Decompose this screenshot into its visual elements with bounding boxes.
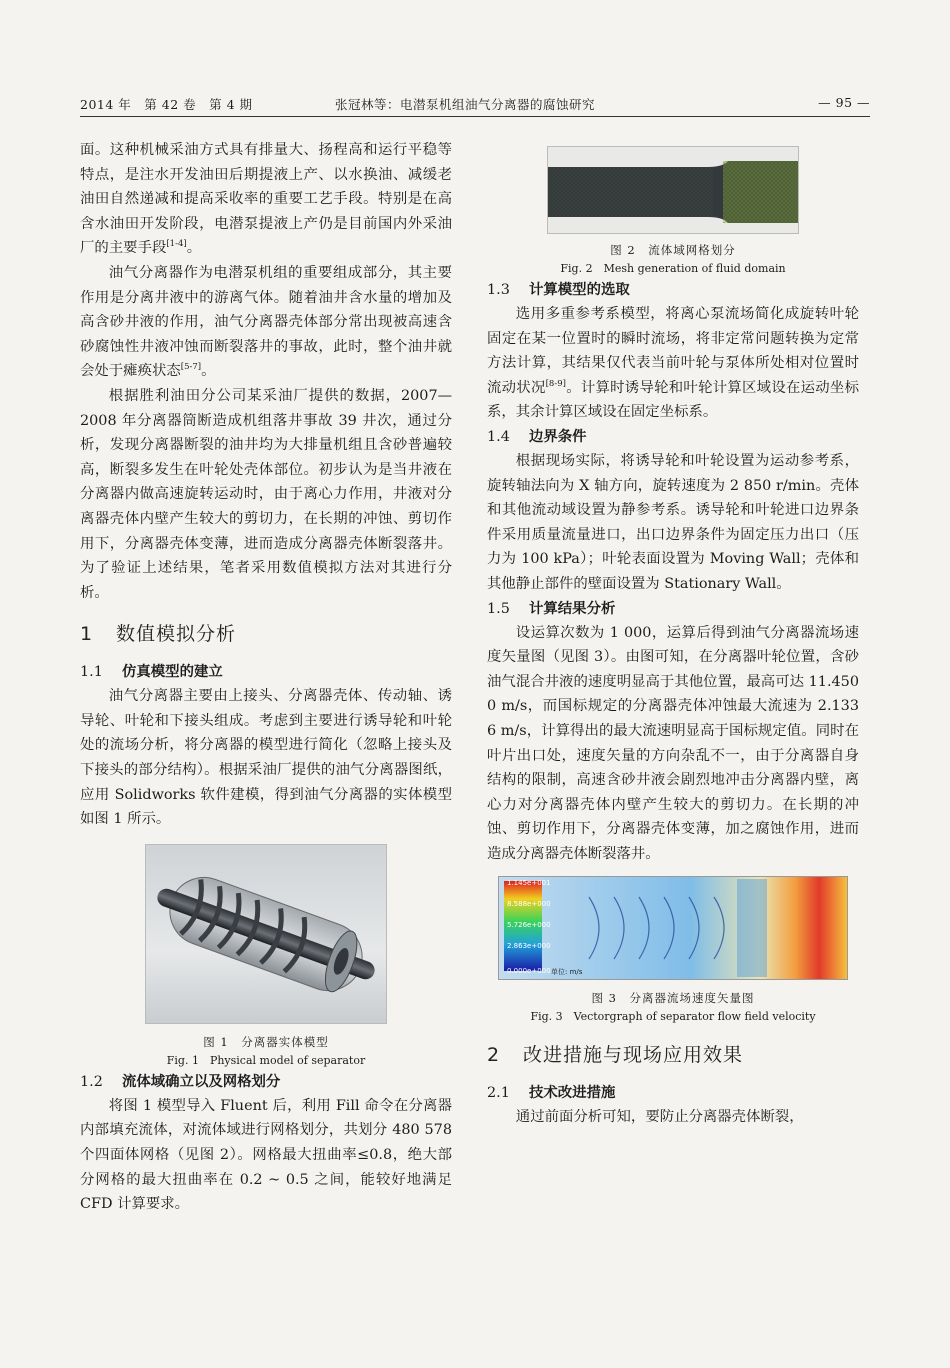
article-running-title: 张冠林等：电潜泵机组油气分离器的腐蚀研究 <box>335 97 596 112</box>
right-column <box>487 138 859 1130</box>
subsection-heading: 1.2 流体域确立以及网格划分 <box>80 1073 281 1090</box>
paragraph: 根据现场实际，将诱导轮和叶轮设置为运动参考系，旋转轴法向为 X 轴方向，旋转速度为 2 850 r/min。壳体和其他流动域设置为静参考系。诱导轮和叶轮进口边界条件采用质量流量进口，出口边界条件为固定压力出口（压力为 100 kPa）；叶轮表面设置为 Moving Wall；壳体和其他静止部件的壁面设置为 Stationary Wall。 <box>487 452 859 592</box>
paragraph: 油气分离器主要由上接头、分离器壳体、传动轴、诱导轮、叶轮和下接头组成。考虑到主要进行诱导轮和叶轮处的流场分析，将分离器的模型进行简化（忽略上接头及下接头的部分结构）。根据采油厂提供的油气分离器图纸，应用 Solidworks 软件建模，得到油气分离器的实体模型如图 1 所示。 <box>80 688 452 828</box>
section-heading: 1 数值模拟分析 <box>80 623 237 646</box>
legend-value: 2.863e+000 <box>507 942 551 951</box>
figure-3-caption-en: Fig. 3 Vectorgraph of separator flow field velocity <box>530 1010 816 1024</box>
figure-1-separator-model <box>145 844 387 1024</box>
paragraph: 通过前面分析可知，要防止分离器壳体断裂， <box>515 1109 804 1126</box>
paragraph: 面。这种机械采油方式具有排量大、扬程高和运行平稳等特点，是注水开发油田后期提液上产、以水换油、减缓老油田自然递减和提高采收率的重要工艺手段。特别是在高含水油田开发阶段，电潜泵提液上产仍是目前国内外采油厂的主要手段[1-4]。 <box>80 142 452 257</box>
journal-issue: 2014 年 第 42 卷 第 4 期 <box>80 97 253 112</box>
subsection-heading: 1.1 仿真模型的建立 <box>80 664 223 681</box>
legend-value: 0.000e+000 <box>507 967 551 976</box>
velocity-field-render <box>499 877 847 979</box>
figure-3-velocity-vectors <box>498 876 848 980</box>
figure-1-caption-en: Fig. 1 Physical model of separator <box>166 1053 366 1067</box>
mesh-render <box>548 147 798 233</box>
citation[interactable]: [5-7] <box>180 362 202 373</box>
subsection-heading: 1.4 边界条件 <box>487 428 587 445</box>
left-column <box>80 138 452 1217</box>
figure-2-mesh <box>547 146 799 234</box>
figure-3-caption-cn: 图 3 分离器流场速度矢量图 <box>591 991 755 1006</box>
legend-unit: 单位: m/s <box>551 968 583 977</box>
paragraph: 将图 1 模型导入 Fluent 后，利用 Fill 命令在分离器内部填充流体，对流体域进行网格划分，共划分 480 578 个四面体网格（见图 2）。网格最大扭曲率≤0.8，绝大部分网格的最大扭曲率在 0.2 ~ 0.5 之间，能较好地满足 CFD 计算要求。 <box>80 1097 452 1213</box>
legend-value: 1.145e+001 <box>507 879 551 888</box>
header-rule <box>80 116 870 117</box>
subsection-heading: 1.3 计算模型的选取 <box>487 282 630 298</box>
figure-2-caption-en: Fig. 2 Mesh generation of fluid domain <box>560 262 786 275</box>
subsection-heading: 2.1 技术改进措施 <box>487 1085 616 1102</box>
citation[interactable]: [1-4] <box>166 239 187 250</box>
paragraph: 根据胜利油田分公司某采油厂提供的数据，2007—2008 年分离器筒断造成机组落井事故 39 井次，通过分析，发现分离器断裂的油井均为大排量机组且含砂普遍较高，断裂多发生在叶轮处壳体部位。初步认为是当井液在分离器内做高速旋转运动时，由于离心力作用，井液对分离器壳体内壁产生较大的剪切力，在长期的冲蚀、剪切作用下，分离器壳体变薄，进而造成分离器壳体断裂落井。为了验证上述结果，笔者采用数值模拟方法对其进行分析。 <box>80 387 452 601</box>
citation[interactable]: [8-9] <box>545 378 566 389</box>
figure-2-caption-cn: 图 2 流体域网格划分 <box>610 243 736 257</box>
paragraph: 设运算次数为 1 000，运算后得到油气分离器流场速度矢量图（见图 3）。由图可知，在分离器叶轮位置，含砂油气混合井液的速度明显高于其他位置，最高可达 11.450 0 m/s，而国标规定的分离器壳体冲蚀最大流速为 2.133 6 m/s，计算得出的最大流速明显高于国标规定值。同时在叶片出口处，速度矢量的方向杂乱不一，由于分离器自身结构的限制，高速含砂井液会剧烈地冲击分离器内壁，离心力对分离器壳体内壁产生较大的剪切力。在长期的冲蚀、剪切作用下，分离器壳体变薄，加之腐蚀作用，进而造成分离器壳体断裂落井。 <box>487 624 859 862</box>
legend-value: 8.588e+000 <box>507 900 551 909</box>
section-heading: 2 改进措施与现场应用效果 <box>487 1044 744 1067</box>
separator-3d-render <box>146 845 386 1023</box>
page-number: — 95 — <box>818 95 870 110</box>
paragraph: 选用多重参考系模型，将离心泵流场简化成旋转叶轮固定在某一位置时的瞬时流场，将非定常问题转换为定常方法计算，其结果仅代表当前叶轮与泵体所处相对位置时流动状况[8-9]。计算时诱导轮和叶轮计算区域设在运动坐标系，其余计算区域设在固定坐标系。 <box>487 306 859 421</box>
legend-value: 5.726e+000 <box>507 921 551 930</box>
subsection-heading: 1.5 计算结果分析 <box>487 600 616 617</box>
figure-1-caption-cn: 图 1 分离器实体模型 <box>203 1034 329 1049</box>
running-header <box>80 95 870 117</box>
paragraph: 油气分离器作为电潜泵机组的重要组成部分，其主要作用是分离井液中的游离气体。随着油井含水量的增加及高含砂井液的作用，油气分离器壳体部分常出现被高速含砂腐蚀性井液冲蚀而断裂落井的事故，此时，整个油井就会处于瘫痪状态[5-7]。 <box>80 264 452 380</box>
